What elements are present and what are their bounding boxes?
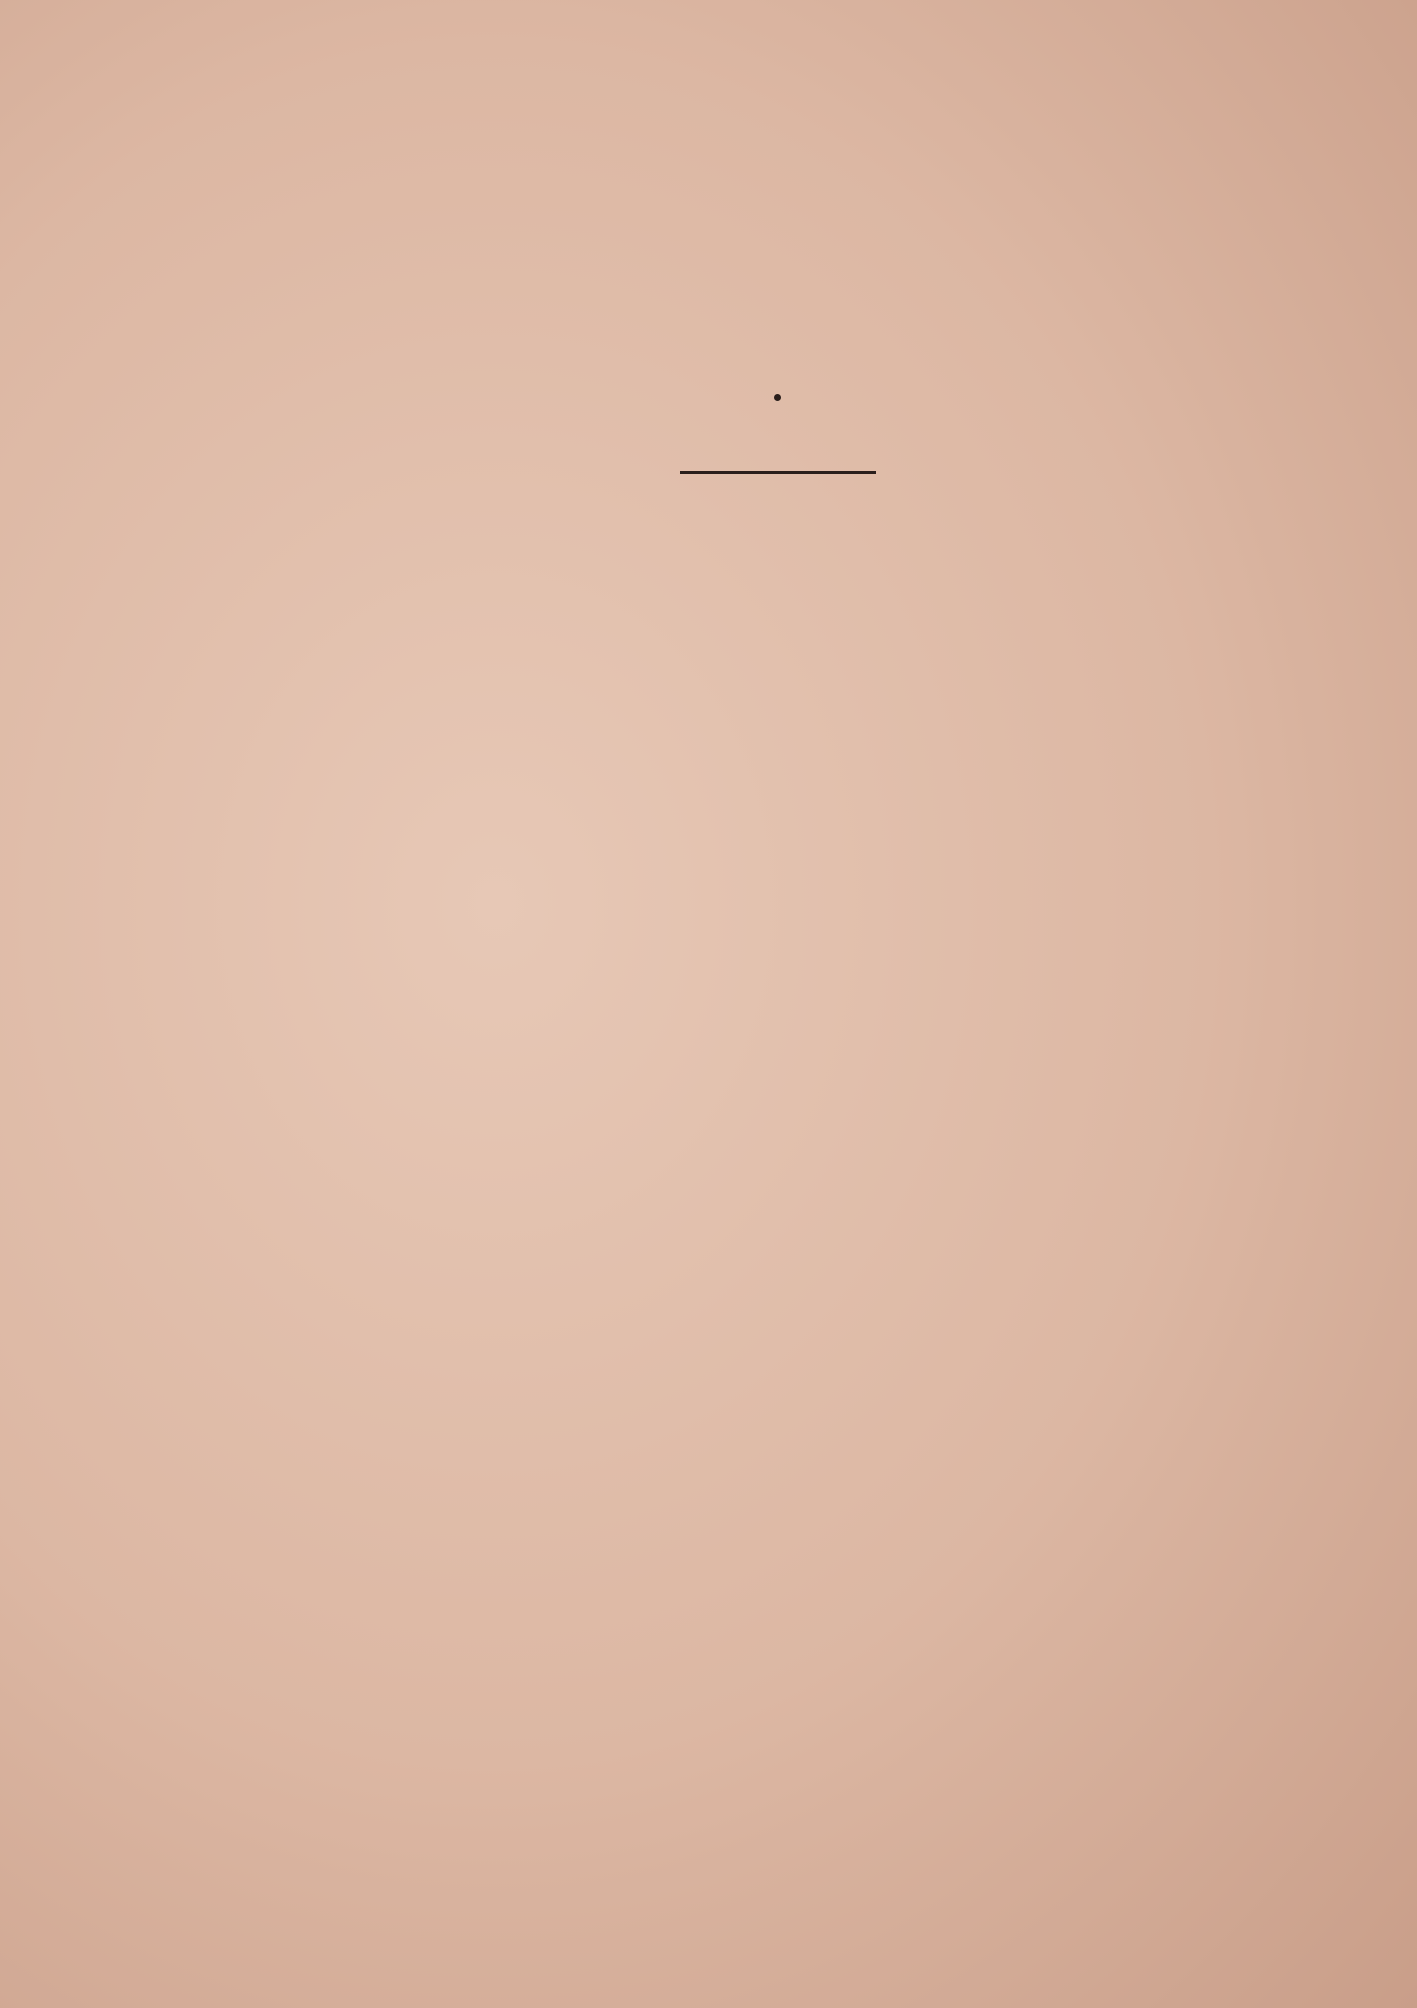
section-divider: [680, 471, 876, 474]
ink-dot: [774, 394, 781, 401]
